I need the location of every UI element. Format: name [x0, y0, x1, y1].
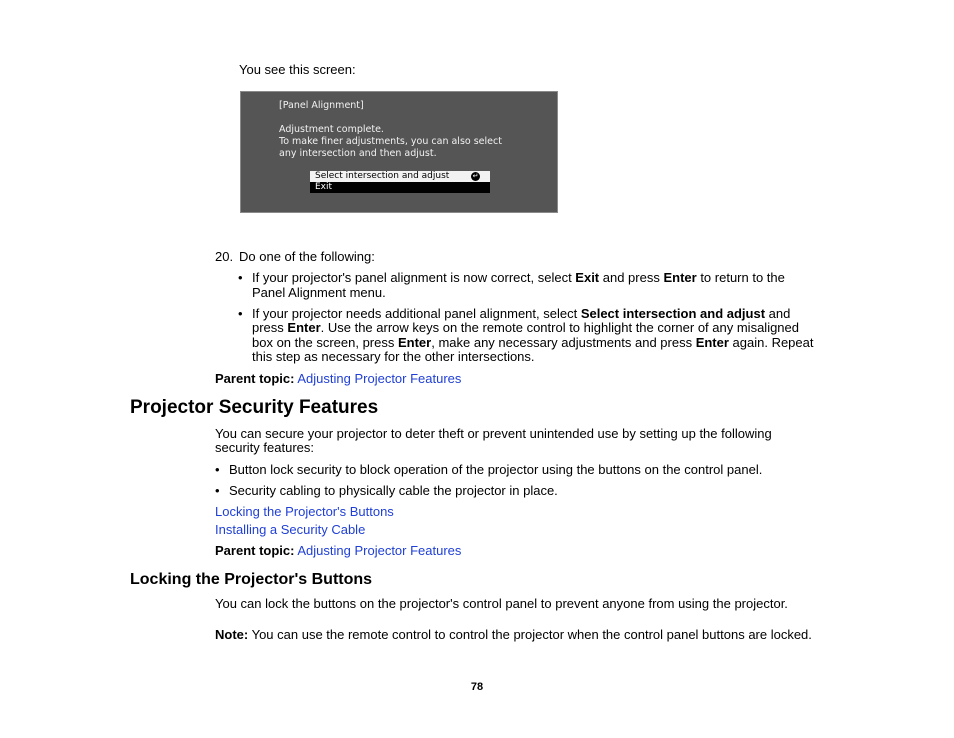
- security-cable-link[interactable]: Installing a Security Cable: [215, 522, 366, 537]
- note-text: You can use the remote control to control the projector when the control panel buttons are locked.: [248, 627, 812, 642]
- list-item: • Security cabling to physically cable the projector in place.: [229, 483, 558, 498]
- screen-line: Adjustment complete.: [279, 124, 384, 135]
- locking-buttons-link[interactable]: Locking the Projector's Buttons: [215, 504, 394, 519]
- list-item: • If your projector needs additional panel alignment, select Select intersection and adjust and: [252, 306, 790, 321]
- intro-text: You see this screen:: [239, 62, 356, 77]
- parent-topic: [215, 543, 461, 558]
- section-paragraph-cont: security features:: [215, 440, 314, 455]
- parent-topic-link[interactable]: Adjusting Projector Features: [297, 371, 462, 386]
- note: [215, 627, 812, 642]
- list-item-cont: this step as necessary for the other intersections.: [252, 349, 535, 364]
- page-number: 78: [470, 681, 484, 693]
- list-item-cont: press Enter. Use the arrow keys on the remote control to highlight the corner of any misaligned: [252, 320, 799, 335]
- enter-icon: ↵: [472, 172, 479, 180]
- panel-alignment-screenshot: [240, 91, 558, 213]
- list-item-cont: box on the screen, press Enter, make any necessary adjustments and press Enter again. Repeat: [252, 335, 814, 350]
- parent-topic: [215, 371, 461, 386]
- screen-line: To make finer adjustments, you can also select: [279, 136, 502, 147]
- parent-topic-link[interactable]: Adjusting Projector Features: [297, 543, 462, 558]
- subsection-heading: Locking the Projector's Buttons: [130, 571, 373, 588]
- list-item-cont: Panel Alignment menu.: [252, 285, 386, 300]
- note-label: Note:: [215, 627, 249, 642]
- parent-topic-label: Parent topic:: [215, 543, 295, 558]
- list-item: • If your projector's panel alignment is now correct, select Exit and press Enter to return to the: [252, 270, 785, 285]
- option-label: Select intersection and adjust: [315, 171, 450, 181]
- section-paragraph: You can secure your projector to deter theft or prevent unintended use by setting up the following: [215, 426, 772, 441]
- step-number: 20.: [215, 249, 234, 264]
- step-text: Do one of the following:: [239, 249, 375, 264]
- list-item: • Button lock security to block operation of the projector using the buttons on the control panel.: [229, 462, 762, 477]
- select-intersection-option: [310, 171, 490, 182]
- screen-line: any intersection and then adjust.: [279, 148, 437, 159]
- section-heading: Projector Security Features: [130, 397, 379, 418]
- subsection-paragraph: You can lock the buttons on the projector's control panel to prevent anyone from using the projector.: [215, 596, 788, 611]
- parent-topic-label: Parent topic:: [215, 371, 295, 386]
- screen-title: [Panel Alignment]: [279, 100, 364, 111]
- exit-option: Exit: [310, 182, 490, 193]
